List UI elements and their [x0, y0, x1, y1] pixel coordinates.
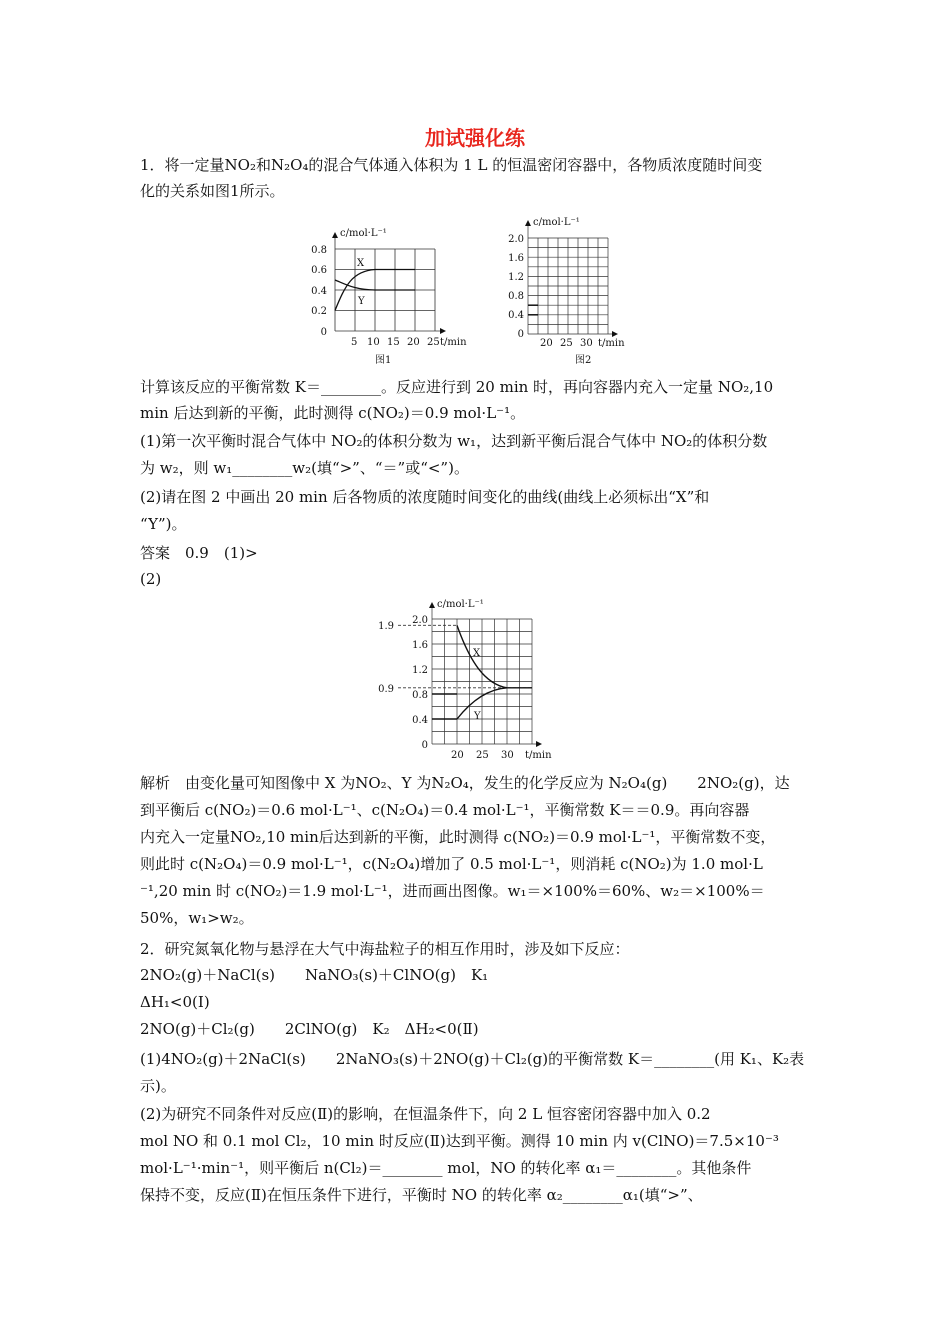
fig3-mark-0-9: 0.9 [378, 684, 394, 695]
fig2-xtick: 20 [540, 338, 553, 349]
fig3-label-x: X [473, 648, 481, 659]
fig2-ytick: 1.2 [508, 272, 524, 283]
q2-line-3: ΔH₁<0(Ⅰ) [140, 993, 210, 1011]
fig3-ytick: 0.4 [412, 715, 428, 726]
fig1-ytick: 0.4 [311, 286, 327, 297]
fig1-caption: 图1 [375, 355, 392, 366]
answer-part-2: (2) [140, 570, 162, 588]
fig3-ytick: 2.0 [412, 615, 428, 626]
analysis-line-2: 到平衡后 c(NO₂)＝0.6 mol·L⁻¹、c(N₂O₄)＝0.4 mol·L⁻¹，平衡常数 K＝＝0.9。再向容器 [140, 801, 750, 819]
fig1-xtick: 5 [351, 337, 358, 348]
fig2-ytick: 2.0 [508, 234, 524, 245]
fig1-xtick: 15 [387, 337, 400, 348]
page-title: 加试强化练 [425, 126, 525, 150]
fig3-xtick: 25 [476, 750, 489, 761]
analysis-line-5: ⁻¹,20 min 时 c(NO₂)＝1.9 mol·L⁻¹，进而画出图像。w₁＝×100%＝60%、w₂＝×100%＝ [140, 882, 765, 900]
q2-line-10: 保持不变，反应(Ⅱ)在恒压条件下进行，平衡时 NO 的转化率 α₂________α₁(填“>”、 [140, 1186, 703, 1204]
fig3-ytick: 1.6 [412, 640, 428, 651]
q1-line-3: 计算该反应的平衡常数 K＝________。反应进行到 20 min 时，再向容器内充入一定量 NO₂,10 [140, 378, 774, 396]
fig1-ytick: 0 [320, 327, 327, 338]
fig1-label-y: Y [358, 296, 365, 307]
figure-2 [500, 212, 650, 372]
figure-answer [380, 596, 560, 764]
q2-line-7: (2)为研究不同条件对反应(Ⅱ)的影响，在恒温条件下，向 2 L 恒容密闭容器中加入 0.2 [140, 1105, 711, 1123]
answer-line: 答案 0.9 (1)> [140, 544, 258, 562]
fig3-ytick: 0.8 [412, 690, 428, 701]
fig3-ytick: 1.2 [412, 665, 428, 676]
fig3-ylabel: c/mol·L⁻¹ [437, 599, 484, 610]
fig1-xtick: 20 [407, 337, 420, 348]
q2-line-5: (1)4NO₂(g)＋2NaCl(s) 2NaNO₃(s)＋2NO(g)＋Cl₂(g)的平衡常数 K＝________(用 K₁、K₂表 [140, 1050, 805, 1068]
fig3-xlabel: t/min [525, 750, 552, 761]
fig2-grid [528, 222, 613, 334]
fig3-ytick: 0 [421, 740, 428, 751]
analysis-line-4: 则此时 c(N₂O₄)＝0.9 mol·L⁻¹，c(N₂O₄)增加了 0.5 mol·L⁻¹，则消耗 c(NO₂)为 1.0 mol·L [140, 855, 763, 873]
fig1-ylabel: c/mol·L⁻¹ [340, 228, 387, 239]
q2-line-1: 2．研究氮氧化物与悬浮在大气中海盐粒子的相互作用时，涉及如下反应： [140, 940, 630, 958]
q2-line-6: 示)。 [140, 1077, 176, 1095]
fig3-xtick: 20 [451, 750, 464, 761]
fig1-xlabel: t/min [440, 337, 467, 348]
analysis-line-3: 内充入一定量NO₂,10 min后达到新的平衡，此时测得 c(NO₂)＝0.9 mol·L⁻¹，平衡常数不变， [140, 828, 776, 846]
q2-line-8: mol NO 和 0.1 mol Cl₂，10 min 时反应(Ⅱ)达到平衡。测得 10 min 内 v(ClNO)＝7.5×10⁻³ [140, 1132, 779, 1150]
fig1-ytick: 0.8 [311, 245, 327, 256]
fig1-ytick: 0.6 [311, 265, 327, 276]
q1-line-4: min 后达到新的平衡，此时测得 c(NO₂)＝0.9 mol·L⁻¹。 [140, 404, 526, 422]
fig2-ytick: 1.6 [508, 253, 524, 264]
q1-line-2: 化的关系如图1所示。 [140, 182, 285, 200]
fig1-label-x: X [357, 258, 365, 269]
fig2-xtick: 25 [560, 338, 573, 349]
q1-line-7: (2)请在图 2 中画出 20 min 后各物质的浓度随时间变化的曲线(曲线上必须标出“X”和 [140, 488, 710, 506]
fig1-xtick: 25 [427, 337, 440, 348]
analysis-line-1: 解析 由变化量可知图像中 X 为NO₂、Y 为N₂O₄，发生的化学反应为 N₂O₄(g) 2NO₂(g)，达 [140, 774, 790, 792]
fig2-xtick: 30 [580, 338, 593, 349]
q2-line-4: 2NO(g)＋Cl₂(g) 2ClNO(g) K₂ ΔH₂<0(Ⅱ) [140, 1020, 479, 1038]
fig2-ytick: 0.8 [508, 291, 524, 302]
fig2-ytick: 0 [517, 329, 524, 340]
fig1-xtick: 10 [367, 337, 380, 348]
fig2-ytick: 0.4 [508, 310, 524, 321]
q1-line-5: (1)第一次平衡时混合气体中 NO₂的体积分数为 w₁，达到新平衡后混合气体中 NO₂的体积分数 [140, 432, 768, 450]
q1-line-8: “Y”)。 [140, 515, 187, 533]
fig3-xtick: 30 [501, 750, 514, 761]
fig3-label-y: Y [474, 711, 481, 722]
figure-1 [300, 224, 480, 372]
fig2-xlabel: t/min [598, 338, 625, 349]
q2-line-2: 2NO₂(g)＋NaCl(s) NaNO₃(s)＋ClNO(g) K₁ [140, 966, 489, 984]
fig2-ylabel: c/mol·L⁻¹ [533, 217, 580, 228]
fig2-caption: 图2 [575, 355, 592, 366]
fig3-mark-1-9: 1.9 [378, 621, 394, 632]
fig1-ytick: 0.2 [311, 306, 327, 317]
q2-line-9: mol·L⁻¹·min⁻¹，则平衡后 n(Cl₂)＝________ mol，NO 的转化率 α₁＝________。其他条件 [140, 1159, 752, 1177]
q1-line-1: 1．将一定量NO₂和N₂O₄的混合气体通入体积为 1 L 的恒温密闭容器中，各物质浓度随时间变 [140, 156, 763, 174]
analysis-line-6: 50%，w₁>w₂。 [140, 909, 254, 927]
q1-line-6: 为 w₂，则 w₁________w₂(填“>”、“＝”或“<”)。 [140, 459, 469, 477]
